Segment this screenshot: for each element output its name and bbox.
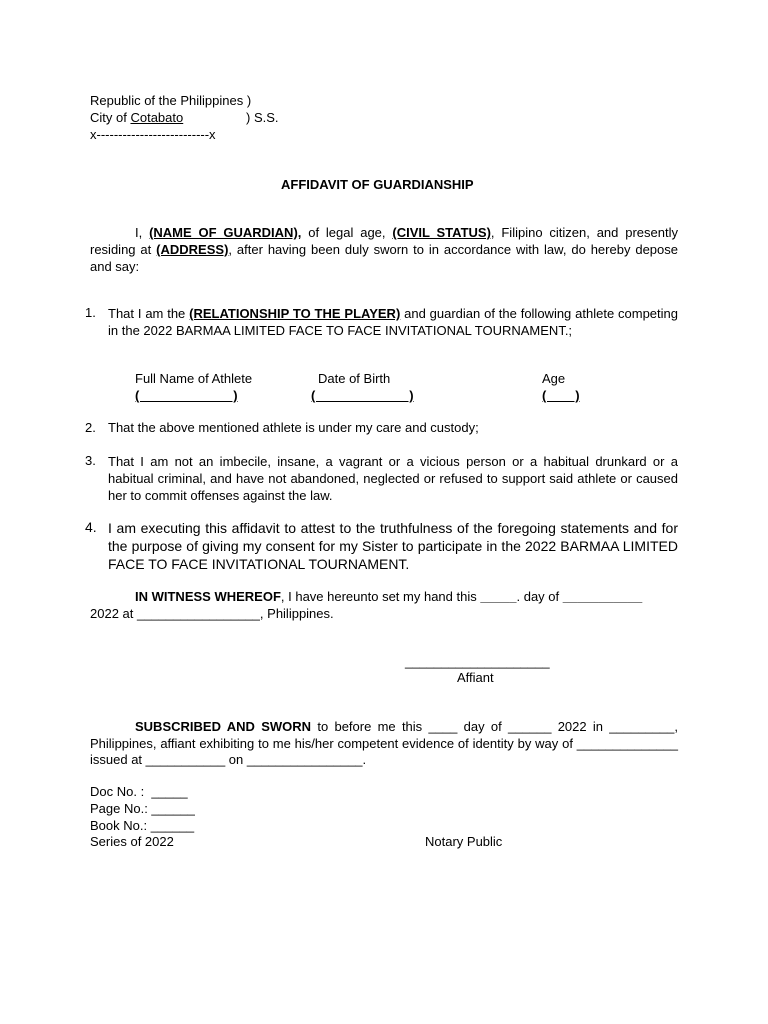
item1-number: 1. xyxy=(85,305,96,320)
item1-text-2: and guardian of the following athlete competing in the 2022 BARMAA LIMITED FACE TO FACE INVITATIONAL TOURNAMENT.; xyxy=(108,306,678,338)
witness-text-3: 2022 at xyxy=(90,606,137,621)
witness-heading: IN WITNESS WHEREOF xyxy=(135,589,281,604)
col-full-name-header: Full Name of Athlete xyxy=(135,371,253,386)
notary-public-label: Notary Public xyxy=(425,834,503,849)
address-field: (ADDRESS) xyxy=(156,242,229,257)
page-no: Page No.: ______ xyxy=(90,801,195,816)
series: Series of 2022 xyxy=(90,834,174,849)
witness-month-blank: ___________ xyxy=(562,589,643,604)
intro-text-3: , Filipino citizen, and presently residing at xyxy=(90,225,678,257)
book-no: Book No.: ______ xyxy=(90,818,195,833)
col-age-header: Age xyxy=(542,371,566,386)
header-city-prefix: City of xyxy=(90,110,131,125)
witness-day-blank: _____ xyxy=(480,589,517,604)
item3-text: That I am not an imbecile, insane, a vagrant or a vicious person or a habitual drunkard or a habitual criminal, and have not abandoned, neglected or refused to support said athlete or caused her to commit offenses against the law. xyxy=(108,454,678,503)
age-blank: ( ) xyxy=(542,388,580,403)
doc-no: Doc No. : _____ xyxy=(90,784,188,799)
document-title: AFFIDAVIT OF GUARDIANSHIP xyxy=(281,177,474,192)
civil-status-field: (CIVIL STATUS) xyxy=(392,225,491,240)
date-of-birth-blank: ( ) xyxy=(311,388,414,403)
witness-text-4: , Philippines. xyxy=(259,606,334,621)
item2-text: That the above mentioned athlete is under my care and custody; xyxy=(108,420,479,435)
subscribed-heading: SUBSCRIBED AND SWORN xyxy=(135,719,312,734)
name-of-guardian-field: (NAME OF GUARDIAN), xyxy=(149,225,302,240)
witness-place-blank: _________________ xyxy=(137,606,260,621)
intro-text-1: I, xyxy=(135,225,150,240)
header-divider: x--------------------------x xyxy=(90,127,216,142)
intro-text-2: of legal age, xyxy=(301,225,393,240)
witness-line-1 xyxy=(135,589,642,605)
item1-text xyxy=(108,305,678,339)
subscribed-text: to before me this ____ day of ______ 2022 in _________, Philippines, affiant exhibiting to me his/her competent evidence of identity by way of ______________ issued at ___________ on ________________. xyxy=(90,719,678,767)
witness-line-2 xyxy=(90,606,334,622)
col-date-of-birth-header: Date of Birth xyxy=(318,371,391,386)
relationship-field: (RELATIONSHIP TO THE PLAYER) xyxy=(189,306,401,321)
header-republic: Republic of the Philippines ) xyxy=(90,93,252,108)
item4-number: 4. xyxy=(85,519,97,535)
header-city xyxy=(90,110,183,126)
witness-text-1: , I have hereunto set my hand this xyxy=(280,589,481,604)
item4-text: I am executing this affidavit to attest to the truthfulness of the foregoing statements and for the purpose of giving my consent for my Sister to participate in the 2022 BARMAA LIMITED FACE TO FACE INVITATIONAL TOURNAMENT. xyxy=(108,520,678,572)
header-city-name: Cotabato xyxy=(130,110,184,125)
athlete-name-blank: ( ) xyxy=(135,388,238,403)
item1-text-1: That I am the xyxy=(108,306,190,321)
item2-number: 2. xyxy=(85,420,96,435)
item3-number: 3. xyxy=(85,453,96,468)
subscribed-paragraph xyxy=(90,719,678,769)
affiant-label: Affiant xyxy=(457,670,494,685)
intro-text-4: , after having been duly sworn to in accordance with law, do hereby depose and say: xyxy=(90,242,678,274)
affiant-signature-line: ____________________ xyxy=(405,654,550,669)
witness-text-2: . day of xyxy=(516,589,563,604)
header-ss: ) S.S. xyxy=(246,110,279,125)
intro-paragraph xyxy=(90,224,678,275)
